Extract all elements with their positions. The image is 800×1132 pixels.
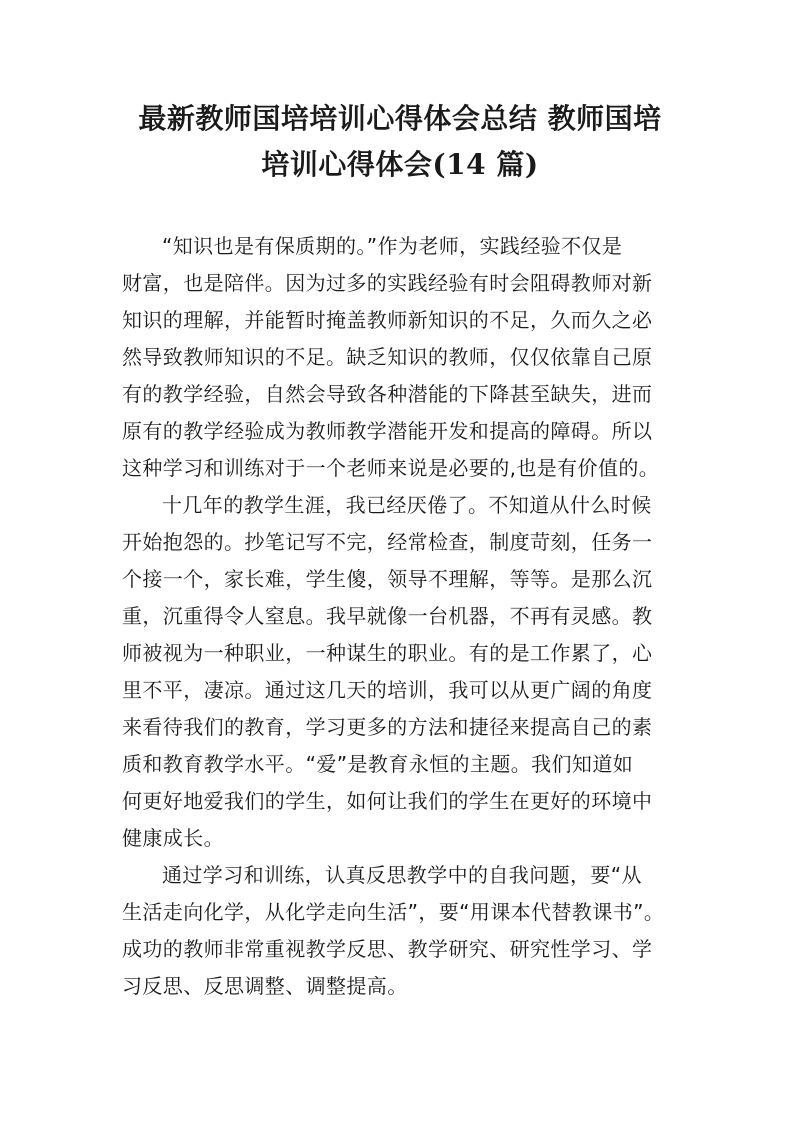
paragraph-line: 重，沉重得令人窒息。我早就像一台机器，不再有灵感。教: [122, 604, 653, 628]
paragraph-3: [122, 857, 696, 1005]
paragraph-line: 何更好地爱我们的学生，如何让我们的学生在更好的环境中: [122, 789, 653, 813]
paragraph-line: “知识也是有保质期的。”作为老师，实践经验不仅是: [162, 234, 623, 258]
paragraph-line: 开始抱怨的。抄笔记写不完，经常检查，制度苛刻，任务一: [122, 530, 653, 554]
paragraph-line: 习反思、反思调整、调整提高。: [122, 974, 408, 998]
paragraph-line: 财富，也是陪伴。因为过多的实践经验有时会阻碍教师对新: [122, 271, 653, 295]
paragraph-line: 质和教育教学水平。“爱”是教育永恒的主题。我们知道如: [122, 752, 634, 776]
paragraph-line: 来看待我们的教育，学习更多的方法和捷径来提高自己的素: [122, 715, 653, 739]
paragraph-line: 健康成长。: [122, 826, 224, 850]
paragraph-line: 有的教学经验，自然会导致各种潜能的下降甚至缺失，进而: [122, 382, 653, 406]
paragraph-line: 成功的教师非常重视教学反思、教学研究、研究性学习、学: [122, 937, 653, 961]
paragraph-line: 里不平，凄凉。通过这几天的培训，我可以从更广阔的角度: [122, 678, 653, 702]
paragraph-line: 知识的理解，并能暂时掩盖教师新知识的不足，久而久之必: [122, 308, 653, 332]
paragraph-1: [122, 228, 696, 487]
paragraph-line: 十几年的教学生涯，我已经厌倦了。不知道从什么时候: [162, 493, 652, 517]
paragraph-line: 师被视为一种职业，一种谋生的职业。有的是工作累了，心: [122, 641, 653, 665]
title-line: 培训心得体会(14 篇): [261, 148, 539, 181]
paragraph-line: 然导致教师知识的不足。缺乏知识的教师，仅仅依靠自己原: [122, 345, 653, 369]
paragraph-line: 通过学习和训练，认真反思教学中的自我问题，要“从: [162, 863, 642, 887]
paragraph-line: 个接一个，家长难，学生傻，领导不理解，等等。是那么沉: [122, 567, 653, 591]
document-title: [100, 96, 700, 188]
paragraph-line: 这种学习和训练对于一个老师来说是必要的,也是有价值的。: [122, 456, 660, 480]
title-line: 最新教师国培培训心得体会总结 教师国培: [138, 102, 662, 135]
document-body: [122, 228, 696, 1005]
paragraph-2: [122, 487, 696, 857]
paragraph-line: 原有的教学经验成为教师教学潜能开发和提高的障碍。所以: [122, 419, 653, 443]
paragraph-line: 生活走向化学，从化学走向生活”，要“用课本代替教课书”。: [122, 900, 665, 924]
